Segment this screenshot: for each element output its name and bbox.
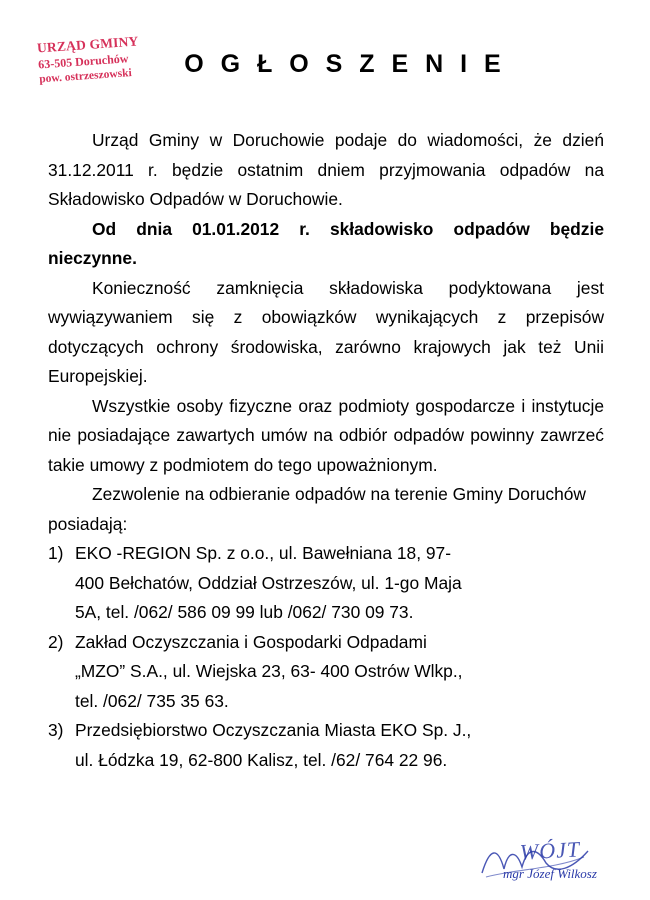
list-item-text: [75, 628, 604, 717]
paragraph-1: Urząd Gminy w Doruchowie podaje do wiadomości, że dzień 31.12.2011 r. będzie ostatnim dniem przyjmowania odpadów na Składowisko Odpadów w Doruchowie.: [48, 130, 604, 209]
signature-name: mgr Józef Wilkosz: [503, 866, 597, 881]
permit-holders-list: [48, 539, 604, 775]
list-item: [48, 539, 604, 628]
paragraph-4: Wszystkie osoby fizyczne oraz podmioty gospodarcze i instytucje nie posiadające zawartych umów na odbiór odpadów powinny zawrzeć takie umowy z podmiotem do tego upoważnionym.: [48, 395, 604, 475]
list-item-text: [75, 716, 604, 775]
list-item-number: 2): [48, 631, 64, 652]
list-item-line: Przedsiębiorstwo Oczyszczania Miasta EKO Sp. J.,: [75, 720, 472, 740]
list-item: [48, 628, 604, 717]
stamp-line-1: URZĄD GMINY: [36, 33, 139, 56]
signature-title: WÓJT: [519, 836, 581, 865]
list-item-number: 3): [48, 720, 64, 740]
paragraph-2-bold: Od dnia 01.01.2012 r. składowisko odpadów będzie nieczynne.: [48, 218, 604, 268]
list-item-number: 1): [48, 543, 64, 563]
list-item-line: 400 Bełchatów, Oddział Ostrzeszów, ul. 1-go Maja: [75, 572, 462, 593]
list-item-line: EKO -REGION Sp. z o.o., ul. Bawełniana 18, 97-: [75, 543, 452, 563]
stamp-line-2: 63-505 Doruchów: [37, 51, 129, 72]
list-item-line: tel. /062/ 735 35 63.: [75, 690, 229, 711]
list-item-line: ul. Łódzka 19, 62-800 Kalisz, tel. /62/ 764 22 96.: [75, 749, 448, 770]
list-item-line: 5A, tel. /062/ 586 09 99 lub /062/ 730 09 73.: [75, 602, 414, 622]
page-title: O G Ł O S Z E N I E: [184, 50, 506, 78]
list-item: [48, 716, 604, 775]
list-item-line: Zakład Oczyszczania i Gospodarki Odpadami: [75, 631, 427, 652]
list-item-line: „MZO” S.A., ul. Wiejska 23, 63- 400 Ostrów Wlkp.,: [75, 661, 463, 681]
document-body: [48, 126, 604, 775]
signature-block: [470, 838, 630, 882]
paragraph-3: Konieczność zamknięcia składowiska podyktowana jest wywiązywaniem się z obowiązków wynikających z przepisów dotyczących ochrony środowiska, zarówno krajowych jak też Unii Europejskiej.: [48, 277, 604, 386]
paragraph-5: Zezwolenie na odbieranie odpadów na terenie Gminy Doruchów posiadają:: [48, 484, 586, 534]
stamp-line-3: pow. ostrzeszowski: [38, 66, 133, 86]
list-item-text: [75, 539, 604, 628]
